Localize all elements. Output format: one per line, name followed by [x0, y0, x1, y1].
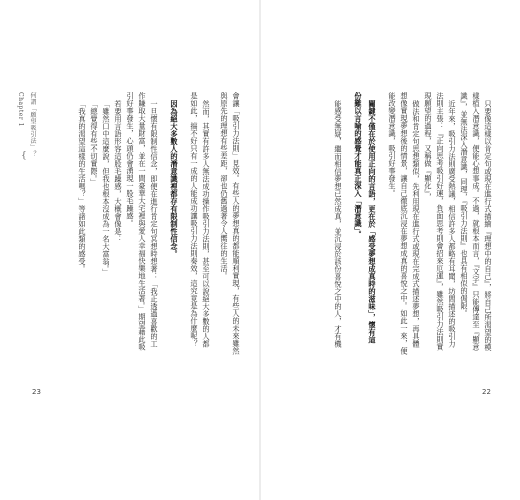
- right-para-5: 法則主張：『正向思考吸引好運，負面思考則會招來厄運』，雖然吸引力法則實: [436, 92, 445, 351]
- left-bold-1: 因為絕大多數人的潛意識裡都存有限制性信念。: [170, 100, 179, 258]
- right-page-number: 22: [482, 388, 491, 396]
- bracket-ornament: {: [21, 151, 27, 161]
- right-para-7: 做法和肯定句思想類似，先利用現在進行式或現在完成式描述夢想，再具體: [412, 100, 421, 348]
- right-para-3: 識』，並無法深入潛意識，同理，『吸引力法則』也具有相似的侷限。: [460, 92, 469, 318]
- left-para-7: 引好事發生，心頭仍會湧現一股毛躁感。: [126, 92, 135, 227]
- left-para-5: 一旦懷有限制性信念，即便在進行肯定句冥想時想著：「我正透過喜歡的工: [150, 100, 159, 348]
- left-para-10: 「總覺得有些不切實際。」: [90, 100, 99, 187]
- right-para-8: 想像實現夢想後的情景，讓自己徹底沉浸在夢想成真的喜悅之中。如此一來，便: [400, 92, 409, 355]
- right-para-10: 能感受無疑，繼而相信夢想已然成真，並沉浸於該份喜悅之中的人，才有機: [334, 100, 343, 348]
- left-para-9: 「雖然口中這麼說，但我也根本沒成為一名大富翁。」: [102, 100, 111, 277]
- chapter-subtitle: 何謂「願望吸引法」？: [29, 92, 36, 157]
- right-para-9: 能改變潛意識，吸引好事發生。: [388, 92, 397, 197]
- chapter-label: Chapter 1: [17, 92, 24, 127]
- left-page-number: 23: [32, 388, 41, 396]
- right-para-6: 現願望的過程，又稱做『顯化』，: [424, 92, 433, 201]
- left-para-3: 然而，其實有許多人無法成功操作吸引力法則，甚至可以說絕大多數的人都: [202, 100, 211, 348]
- left-para-8: 若要用言語形容這股毛躁感，大概會像是：: [114, 100, 123, 243]
- left-para-11: 「我真的渴望這樣的生活嗎？」等諸如此類的感受。: [78, 100, 87, 273]
- right-page: [260, 0, 520, 500]
- left-para-4: 是如此，搞不好只有一成的人能成功讓吸引力法則奏效，這究竟是為什麼呢？: [190, 92, 199, 347]
- right-para-2: 樣植入潛意識，便能心想事成。不過，就根本而言，『文字』只能傳達至『顯意: [472, 92, 481, 351]
- right-bold-2: 份難以言喻的感覺才能真正深入「潛意識」。: [354, 92, 363, 239]
- right-bold-1: 關鍵不僅在於使用正向的言語，更在於「感受夢想成真時的滋味」，懷有這: [368, 100, 377, 344]
- right-para-1: 只要像這樣以肯定句或現在進行式描繪『理想中的自己』，將自己所渴望的模: [484, 100, 493, 352]
- right-para-4: 近年來，吸引力法則廣受熱議，相信許多人都略有耳聞，坊間描述的吸引力: [448, 100, 457, 348]
- left-para-1: 會讓「吸引力法則」見效。有些人的夢想真的都能順利實現，有些人的未來雖然: [232, 92, 241, 355]
- left-para-2: 與原先的理想有些差距，卻也仍舊過著令人嚮往的生活。: [220, 92, 229, 280]
- left-para-6: 作賺取大量財富，並在一間豪華大宅裡與愛人幸福快樂地生活著。」期望藉此吸: [138, 92, 147, 351]
